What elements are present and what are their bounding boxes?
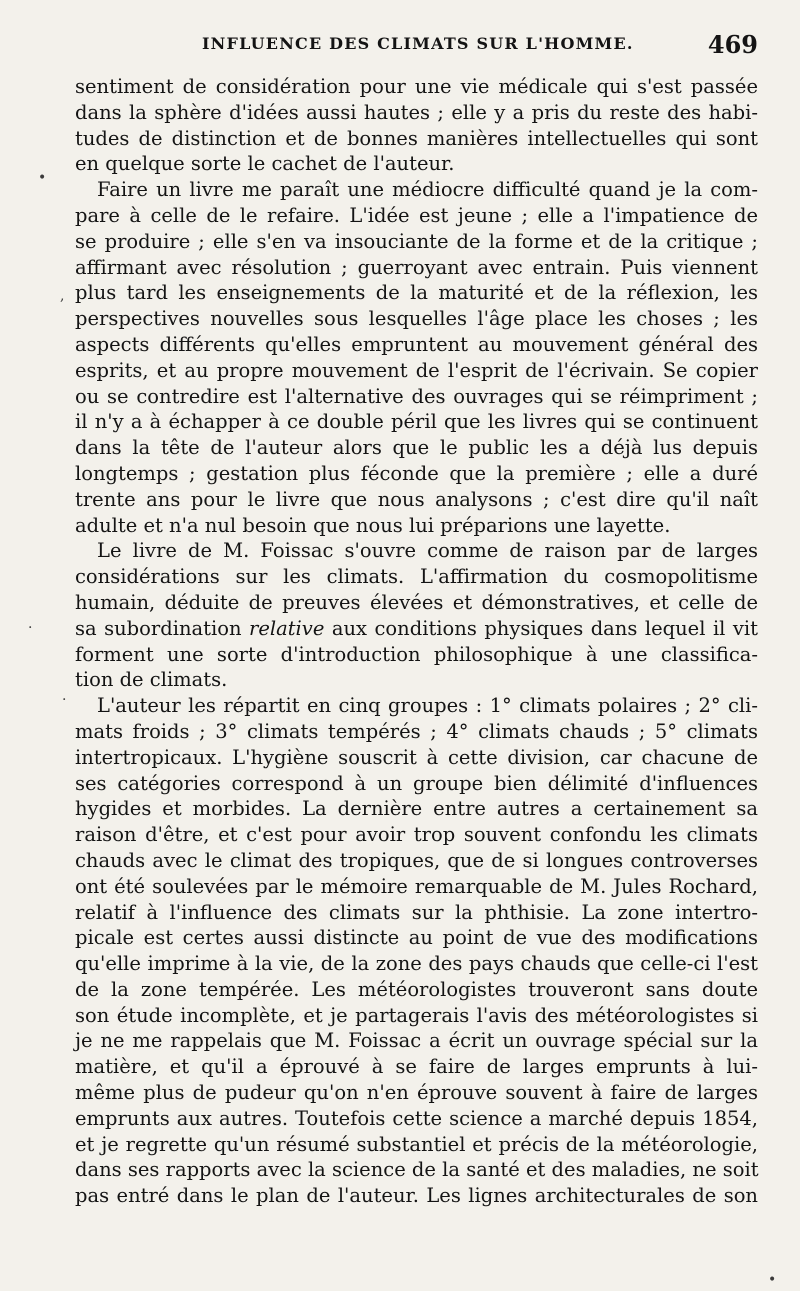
text-line: forment une sorte d'introduction philosophique à une classifica- <box>75 642 758 666</box>
text-line: dans ses rapports avec la science de la santé et des maladies, ne soit <box>75 1158 759 1182</box>
text-line: Le livre de M. Foissac s'ouvre comme de raison par de larges <box>97 539 758 563</box>
text-line: longtemps ; gestation plus féconde que la première ; elle a duré <box>75 461 758 485</box>
ink-speck: · <box>28 620 33 636</box>
text-line: ou se contredire est l'alternative des ouvrages qui se réimpriment ; <box>75 384 758 408</box>
text-line: Faire un livre me paraît une médiocre difficulté quand je la com- <box>97 178 758 202</box>
text-line: intertropicaux. L'hygiène souscrit à cette division, car chacune de <box>75 745 758 769</box>
running-head: INFLUENCE DES CLIMATS SUR L'HOMME. <box>202 34 634 53</box>
text-line: sa subordination relative aux conditions physiques dans lequel il vit <box>75 616 758 640</box>
text-line: chauds avec le climat des tropiques, que de si longues controverses <box>75 848 758 872</box>
text-line: relatif à l'influence des climats sur la phthisie. La zone intertro- <box>75 900 758 924</box>
text-line: aspects différents qu'elles empruntent au mouvement général des <box>75 332 758 356</box>
text-line: trente ans pour le livre que nous analysons ; c'est dire qu'il naît <box>75 487 758 511</box>
text-line: dans la tête de l'auteur alors que le public les a déjà lus depuis <box>75 436 758 460</box>
text-line: humain, déduite de preuves élevées et démonstratives, et celle de <box>75 590 758 614</box>
text-line: mats froids ; 3° climats tempérés ; 4° climats chauds ; 5° climats <box>75 719 758 743</box>
text-line: en quelque sorte le cachet de l'auteur. <box>75 152 455 176</box>
text-line: son étude incomplète, et je partagerais l'avis des météorologistes si <box>75 1003 758 1027</box>
text-line: tudes de distinction et de bonnes manières intellectuelles qui sont <box>75 126 758 150</box>
text-line: même plus de pudeur qu'on n'en éprouve souvent à faire de larges <box>75 1081 758 1105</box>
text-line: emprunts aux autres. Toutefois cette science a marché depuis 1854, <box>75 1106 758 1130</box>
text-line: de la zone tempérée. Les météorologistes trouveront sans doute <box>75 977 758 1001</box>
ink-speck: , <box>60 288 65 304</box>
text-line: il n'y a à échapper à ce double péril que les livres qui se continuent <box>75 410 758 434</box>
text-line: dans la sphère d'idées aussi hautes ; elle y a pris du reste des habi- <box>75 100 758 124</box>
page-number: 469 <box>707 30 758 59</box>
text-line: sentiment de considération pour une vie médicale qui s'est passée <box>75 75 758 98</box>
text-line: plus tard les enseignements de la maturité et de la réflexion, les <box>75 281 758 305</box>
italic-emphasis: relative <box>249 616 325 640</box>
text-line: perspectives nouvelles sous lesquelles l'âge place les choses ; les <box>75 307 758 331</box>
text-line: et je regrette qu'un résumé substantiel et précis de la météorologie, <box>75 1132 758 1156</box>
text-line: matière, et qu'il a éprouvé à se faire de larges emprunts à lui- <box>75 1055 758 1079</box>
text-line: ont été soulevées par le mémoire remarquable de M. Jules Rochard, <box>75 874 758 898</box>
body-text <box>75 74 758 1209</box>
text-line: pare à celle de le refaire. L'idée est jeune ; elle a l'impatience de <box>75 203 758 227</box>
text-line: raison d'être, et c'est pour avoir trop souvent confondu les climats <box>75 823 758 847</box>
text-line: ses catégories correspond à un groupe bien délimité d'influences <box>75 771 758 795</box>
text-line: adulte et n'a nul besoin que nous lui préparions une layette. <box>75 513 671 537</box>
page-header <box>72 30 760 64</box>
text-line: affirmant avec résolution ; guerroyant avec entrain. Puis viennent <box>75 255 758 279</box>
ink-speck: · <box>62 692 67 708</box>
text-line: L'auteur les répartit en cinq groupes : 1° climats polaires ; 2° cli- <box>97 694 758 718</box>
text-line: picale est certes aussi distincte au point de vue des modifications <box>75 926 758 950</box>
text-line: qu'elle imprime à la vie, de la zone des pays chauds que celle-ci l'est <box>75 952 758 976</box>
text-line: esprits, et au propre mouvement de l'esprit de l'écrivain. Se copier <box>75 358 758 382</box>
text-line: se produire ; elle s'en va insouciante de la forme et de la critique ; <box>75 229 758 253</box>
text-line: tion de climats. <box>75 668 228 692</box>
text-line: considérations sur les climats. L'affirmation du cosmopolitisme <box>75 565 758 589</box>
text-line: hygides et morbides. La dernière entre autres a certainement sa <box>75 797 758 821</box>
ink-speck: • <box>768 1272 777 1288</box>
text-line: pas entré dans le plan de l'auteur. Les lignes architecturales de son <box>75 1184 758 1208</box>
text-line: je ne me rappelais que M. Foissac a écrit un ouvrage spécial sur la <box>75 1029 758 1053</box>
ink-speck: • <box>38 170 47 186</box>
